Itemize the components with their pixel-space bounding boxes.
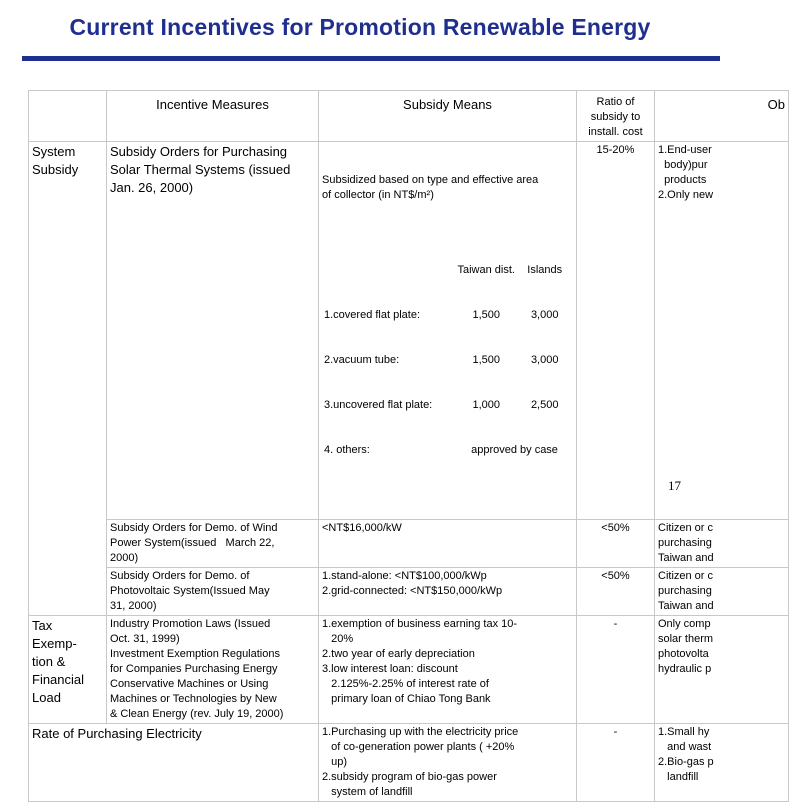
wind-ratio: <50%: [577, 520, 655, 568]
slide-title: Current Incentives for Promotion Renewable Energy: [69, 14, 651, 40]
wind-means: <NT$16,000/kW: [319, 520, 577, 568]
pv-measure: Subsidy Orders for Demo. of Photovoltaic System(Issued May 31, 2000): [107, 568, 319, 616]
row-label-system-subsidy: System Subsidy: [29, 142, 107, 616]
purchasing-ratio: -: [577, 724, 655, 802]
page-number: 17: [668, 478, 681, 493]
list-item: 2.vacuum tube: 1,500 3,000: [324, 354, 559, 366]
incentives-table: [28, 90, 789, 802]
table-row: [29, 724, 789, 802]
pv-means: 1.stand-alone: <NT$100,000/kWp 2.grid-connected: <NT$150,000/kWp: [319, 568, 577, 616]
pv-ratio: <50%: [577, 568, 655, 616]
purchasing-means: 1.Purchasing up with the electricity price of co-generation power plants ( +20% up) 2.subsidy program of bio-gas power system of landfill: [319, 724, 577, 802]
solar-thermal-measure: Subsidy Orders for Purchasing Solar Thermal Systems (issued Jan. 26, 2000): [107, 142, 319, 520]
wind-other: Citizen or c purchasing Taiwan and: [655, 520, 789, 568]
header-incentive-measures: Incentive Measures: [107, 91, 319, 142]
header-other: Ob: [655, 91, 789, 142]
incentives-table-container: [28, 90, 785, 798]
table-header-row: [29, 91, 789, 142]
list-item: 1.covered flat plate: 1,500 3,000: [324, 309, 559, 321]
solar-thermal-other: 1.End-user body)pur products 2.Only new: [655, 142, 789, 520]
table-row: [29, 568, 789, 616]
row-label-tax: Tax Exemp- tion & Financial Load: [29, 616, 107, 724]
tax-means: 1.exemption of business earning tax 10- 20% 2.two year of early depreciation 3.low interest loan: discount 2.125%-2.25% of interest rate of primary loan of Chiao Tong Bank: [319, 616, 577, 724]
solar-thermal-means-intro: Subsidized based on type and effective area of collector (in NT$/m²): [322, 174, 539, 201]
header-subsidy-means: Subsidy Means: [319, 91, 577, 142]
row-label-purchasing: Rate of Purchasing Electricity: [29, 724, 319, 802]
solar-thermal-means: [319, 142, 577, 520]
list-item: 3.uncovered flat plate: 1,000 2,500: [324, 399, 559, 411]
wind-measure: Subsidy Orders for Demo. of Wind Power System(issued March 22, 2000): [107, 520, 319, 568]
title-underline: [22, 56, 720, 61]
tax-other: Only comp solar therm photovolta hydraulic p: [655, 616, 789, 724]
tax-ratio: -: [577, 616, 655, 724]
collector-subsidy-table: [324, 233, 573, 488]
pv-other: Citizen or c purchasing Taiwan and: [655, 568, 789, 616]
header-blank: [29, 91, 107, 142]
list-item: 4. others: approved by case: [324, 444, 558, 456]
table-row: [29, 520, 789, 568]
purchasing-other: 1.Small hy and wast 2.Bio-gas p landfill: [655, 724, 789, 802]
table-row: [29, 616, 789, 724]
tax-measure: Industry Promotion Laws (Issued Oct. 31, 1999) Investment Exemption Regulations for Companies Purchasing Energy Conservative Machines or Using Machines or Technologies by New & Clean Energy (rev. July 19, 2000): [107, 616, 319, 724]
header-ratio: Ratio of subsidy to install. cost: [577, 91, 655, 142]
collector-table-head: Taiwan dist. Islands: [457, 264, 563, 276]
solar-thermal-ratio: 15-20%: [577, 142, 655, 520]
table-row: [29, 142, 789, 520]
